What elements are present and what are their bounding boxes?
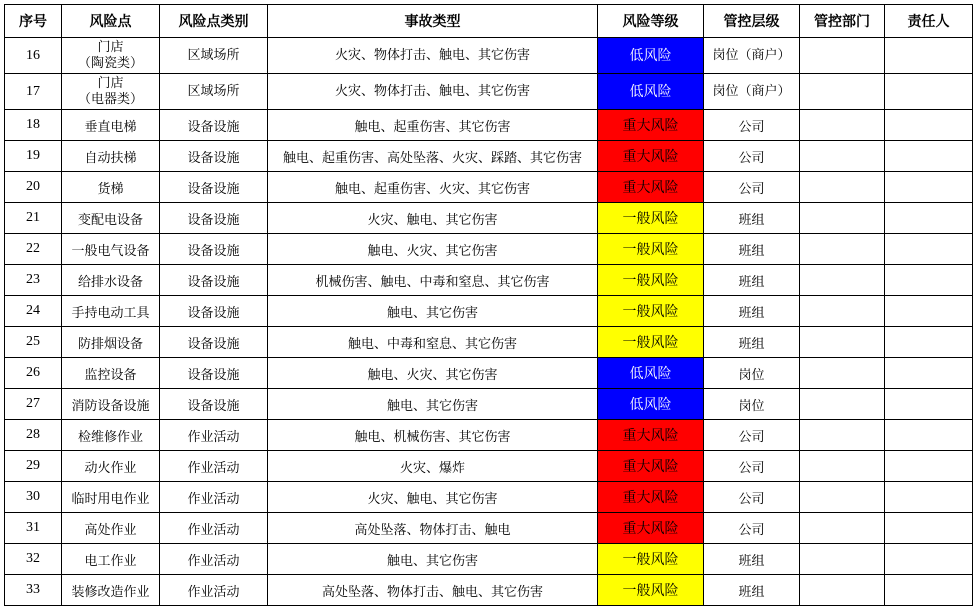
risk-level-cell: 重大风险 <box>598 451 704 482</box>
control-level-cell: 班组 <box>704 575 800 606</box>
control-dept-cell <box>800 482 885 513</box>
responsible-cell <box>885 575 973 606</box>
responsible-cell <box>885 327 973 358</box>
table-row <box>5 141 973 172</box>
control-level-cell: 岗位（商户） <box>704 38 800 74</box>
category-cell: 设备设施 <box>160 327 268 358</box>
risk-point-cell <box>62 451 160 482</box>
responsible-cell <box>885 110 973 141</box>
risk-level-cell: 重大风险 <box>598 141 704 172</box>
category-cell: 设备设施 <box>160 172 268 203</box>
control-level-cell: 公司 <box>704 172 800 203</box>
table-row <box>5 203 973 234</box>
table-row <box>5 513 973 544</box>
responsible-cell <box>885 451 973 482</box>
category-cell: 设备设施 <box>160 203 268 234</box>
accident-type-cell: 触电、起重伤害、其它伤害 <box>268 110 598 141</box>
control-dept-cell <box>800 358 885 389</box>
risk-point-cell <box>62 513 160 544</box>
table-body <box>5 38 973 606</box>
header-cell-category: 风险点类别 <box>160 5 268 38</box>
risk-point-cell <box>62 110 160 141</box>
risk-point-line: 消防设备设施 <box>71 398 150 414</box>
risk-point-cell <box>62 420 160 451</box>
row-number-cell: 27 <box>5 389 62 420</box>
control-dept-cell <box>800 234 885 265</box>
responsible-cell <box>885 203 973 234</box>
control-dept-cell <box>800 544 885 575</box>
risk-point-line: 高处作业 <box>84 522 137 538</box>
risk-point-line: （陶瓷类） <box>77 55 143 71</box>
risk-level-cell: 重大风险 <box>598 482 704 513</box>
risk-point-line: 装修改造作业 <box>71 584 150 600</box>
category-cell: 设备设施 <box>160 141 268 172</box>
header-cell-risk-point: 风险点 <box>62 5 160 38</box>
responsible-cell <box>885 74 973 110</box>
accident-type-cell: 火灾、物体打击、触电、其它伤害 <box>268 38 598 74</box>
responsible-cell <box>885 513 973 544</box>
accident-type-cell: 高处坠落、物体打击、触电 <box>268 513 598 544</box>
accident-type-cell: 高处坠落、物体打击、触电、其它伤害 <box>268 575 598 606</box>
risk-point-line: 给排水设备 <box>77 274 143 290</box>
risk-point-line: 自动扶梯 <box>84 150 137 166</box>
risk-point-cell <box>62 358 160 389</box>
responsible-cell <box>885 420 973 451</box>
accident-type-cell: 火灾、爆炸 <box>268 451 598 482</box>
category-cell: 作业活动 <box>160 575 268 606</box>
control-dept-cell <box>800 575 885 606</box>
risk-point-line: 动火作业 <box>84 460 137 476</box>
risk-point-cell <box>62 296 160 327</box>
risk-point-cell <box>62 575 160 606</box>
responsible-cell <box>885 389 973 420</box>
row-number-cell: 29 <box>5 451 62 482</box>
responsible-cell <box>885 544 973 575</box>
category-cell: 设备设施 <box>160 358 268 389</box>
control-dept-cell <box>800 74 885 110</box>
control-dept-cell <box>800 203 885 234</box>
table-row <box>5 296 973 327</box>
control-dept-cell <box>800 265 885 296</box>
table-row <box>5 358 973 389</box>
row-number-cell: 33 <box>5 575 62 606</box>
control-level-cell: 岗位 <box>704 389 800 420</box>
accident-type-cell: 触电、起重伤害、高处坠落、火灾、踩踏、其它伤害 <box>268 141 598 172</box>
risk-point-line: 电工作业 <box>84 553 137 569</box>
control-level-cell: 岗位（商户） <box>704 74 800 110</box>
header-row <box>5 5 973 38</box>
row-number-cell: 31 <box>5 513 62 544</box>
control-level-cell: 公司 <box>704 141 800 172</box>
category-cell: 设备设施 <box>160 296 268 327</box>
risk-point-line: 门店 <box>97 39 124 55</box>
control-dept-cell <box>800 172 885 203</box>
risk-point-cell <box>62 389 160 420</box>
control-level-cell: 班组 <box>704 265 800 296</box>
category-cell: 区域场所 <box>160 74 268 110</box>
risk-level-cell: 一般风险 <box>598 296 704 327</box>
responsible-cell <box>885 296 973 327</box>
risk-level-cell: 低风险 <box>598 358 704 389</box>
risk-point-cell <box>62 544 160 575</box>
risk-point-line: 门店 <box>97 75 124 91</box>
accident-type-cell: 触电、机械伤害、其它伤害 <box>268 420 598 451</box>
accident-type-cell: 触电、火灾、其它伤害 <box>268 358 598 389</box>
risk-point-cell <box>62 234 160 265</box>
control-level-cell: 班组 <box>704 203 800 234</box>
responsible-cell <box>885 172 973 203</box>
row-number-cell: 20 <box>5 172 62 203</box>
category-cell: 作业活动 <box>160 420 268 451</box>
table-row <box>5 234 973 265</box>
row-number-cell: 28 <box>5 420 62 451</box>
control-level-cell: 公司 <box>704 420 800 451</box>
risk-level-cell: 一般风险 <box>598 265 704 296</box>
header-cell-control-level: 管控层级 <box>704 5 800 38</box>
category-cell: 设备设施 <box>160 389 268 420</box>
control-level-cell: 班组 <box>704 296 800 327</box>
risk-level-cell: 一般风险 <box>598 575 704 606</box>
control-dept-cell <box>800 451 885 482</box>
responsible-cell <box>885 482 973 513</box>
accident-type-cell: 触电、中毒和窒息、其它伤害 <box>268 327 598 358</box>
risk-level-cell: 低风险 <box>598 74 704 110</box>
table-row <box>5 482 973 513</box>
table-row <box>5 575 973 606</box>
risk-point-cell <box>62 203 160 234</box>
risk-point-line: 垂直电梯 <box>84 119 137 135</box>
risk-level-cell: 重大风险 <box>598 110 704 141</box>
category-cell: 作业活动 <box>160 544 268 575</box>
risk-level-cell: 一般风险 <box>598 327 704 358</box>
row-number-cell: 30 <box>5 482 62 513</box>
row-number-cell: 22 <box>5 234 62 265</box>
accident-type-cell: 火灾、触电、其它伤害 <box>268 482 598 513</box>
accident-type-cell: 触电、其它伤害 <box>268 544 598 575</box>
risk-point-line: 手持电动工具 <box>71 305 150 321</box>
category-cell: 设备设施 <box>160 234 268 265</box>
risk-level-cell: 一般风险 <box>598 203 704 234</box>
control-level-cell: 公司 <box>704 482 800 513</box>
accident-type-cell: 触电、火灾、其它伤害 <box>268 234 598 265</box>
table-row <box>5 420 973 451</box>
header-cell-no: 序号 <box>5 5 62 38</box>
table-row <box>5 265 973 296</box>
responsible-cell <box>885 265 973 296</box>
accident-type-cell: 触电、起重伤害、火灾、其它伤害 <box>268 172 598 203</box>
row-number-cell: 23 <box>5 265 62 296</box>
control-dept-cell <box>800 389 885 420</box>
control-level-cell: 班组 <box>704 544 800 575</box>
accident-type-cell: 触电、其它伤害 <box>268 389 598 420</box>
category-cell: 区域场所 <box>160 38 268 74</box>
risk-point-cell <box>62 141 160 172</box>
responsible-cell <box>885 234 973 265</box>
table-row <box>5 110 973 141</box>
row-number-cell: 18 <box>5 110 62 141</box>
risk-point-line: 一般电气设备 <box>71 243 150 259</box>
risk-point-line: 货梯 <box>97 181 124 197</box>
risk-point-line: 检维修作业 <box>77 429 143 445</box>
control-level-cell: 班组 <box>704 234 800 265</box>
table-row <box>5 172 973 203</box>
responsible-cell <box>885 141 973 172</box>
risk-level-cell: 一般风险 <box>598 544 704 575</box>
row-number-cell: 17 <box>5 74 62 110</box>
table-row <box>5 327 973 358</box>
category-cell: 设备设施 <box>160 265 268 296</box>
control-level-cell: 公司 <box>704 513 800 544</box>
risk-level-cell: 一般风险 <box>598 234 704 265</box>
control-dept-cell <box>800 110 885 141</box>
risk-point-line: 监控设备 <box>84 367 137 383</box>
row-number-cell: 32 <box>5 544 62 575</box>
responsible-cell <box>885 358 973 389</box>
control-level-cell: 公司 <box>704 451 800 482</box>
row-number-cell: 21 <box>5 203 62 234</box>
control-dept-cell <box>800 327 885 358</box>
category-cell: 作业活动 <box>160 482 268 513</box>
row-number-cell: 24 <box>5 296 62 327</box>
table-row <box>5 38 973 74</box>
row-number-cell: 26 <box>5 358 62 389</box>
risk-level-cell: 重大风险 <box>598 513 704 544</box>
responsible-cell <box>885 38 973 74</box>
category-cell: 作业活动 <box>160 451 268 482</box>
accident-type-cell: 机械伤害、触电、中毒和窒息、其它伤害 <box>268 265 598 296</box>
control-level-cell: 岗位 <box>704 358 800 389</box>
risk-point-line: 防排烟设备 <box>77 336 143 352</box>
control-dept-cell <box>800 513 885 544</box>
risk-point-cell <box>62 327 160 358</box>
category-cell: 设备设施 <box>160 110 268 141</box>
table-row <box>5 389 973 420</box>
control-dept-cell <box>800 420 885 451</box>
accident-type-cell: 触电、其它伤害 <box>268 296 598 327</box>
risk-point-cell <box>62 38 160 74</box>
control-level-cell: 公司 <box>704 110 800 141</box>
row-number-cell: 25 <box>5 327 62 358</box>
header-cell-responsible: 责任人 <box>885 5 973 38</box>
control-dept-cell <box>800 38 885 74</box>
risk-table <box>4 4 973 606</box>
risk-point-line: （电器类） <box>77 91 143 107</box>
table-row <box>5 74 973 110</box>
table-row <box>5 544 973 575</box>
header-cell-accident-type: 事故类型 <box>268 5 598 38</box>
risk-point-cell <box>62 74 160 110</box>
risk-level-cell: 重大风险 <box>598 172 704 203</box>
header-cell-risk-level: 风险等级 <box>598 5 704 38</box>
category-cell: 作业活动 <box>160 513 268 544</box>
table-row <box>5 451 973 482</box>
risk-point-line: 变配电设备 <box>77 212 143 228</box>
risk-point-cell <box>62 172 160 203</box>
control-level-cell: 班组 <box>704 327 800 358</box>
accident-type-cell: 火灾、物体打击、触电、其它伤害 <box>268 74 598 110</box>
risk-point-cell <box>62 482 160 513</box>
row-number-cell: 16 <box>5 38 62 74</box>
row-number-cell: 19 <box>5 141 62 172</box>
header-cell-control-dept: 管控部门 <box>800 5 885 38</box>
risk-point-cell <box>62 265 160 296</box>
risk-level-cell: 低风险 <box>598 389 704 420</box>
control-dept-cell <box>800 296 885 327</box>
risk-level-cell: 重大风险 <box>598 420 704 451</box>
control-dept-cell <box>800 141 885 172</box>
accident-type-cell: 火灾、触电、其它伤害 <box>268 203 598 234</box>
risk-level-cell: 低风险 <box>598 38 704 74</box>
risk-point-line: 临时用电作业 <box>71 491 150 507</box>
